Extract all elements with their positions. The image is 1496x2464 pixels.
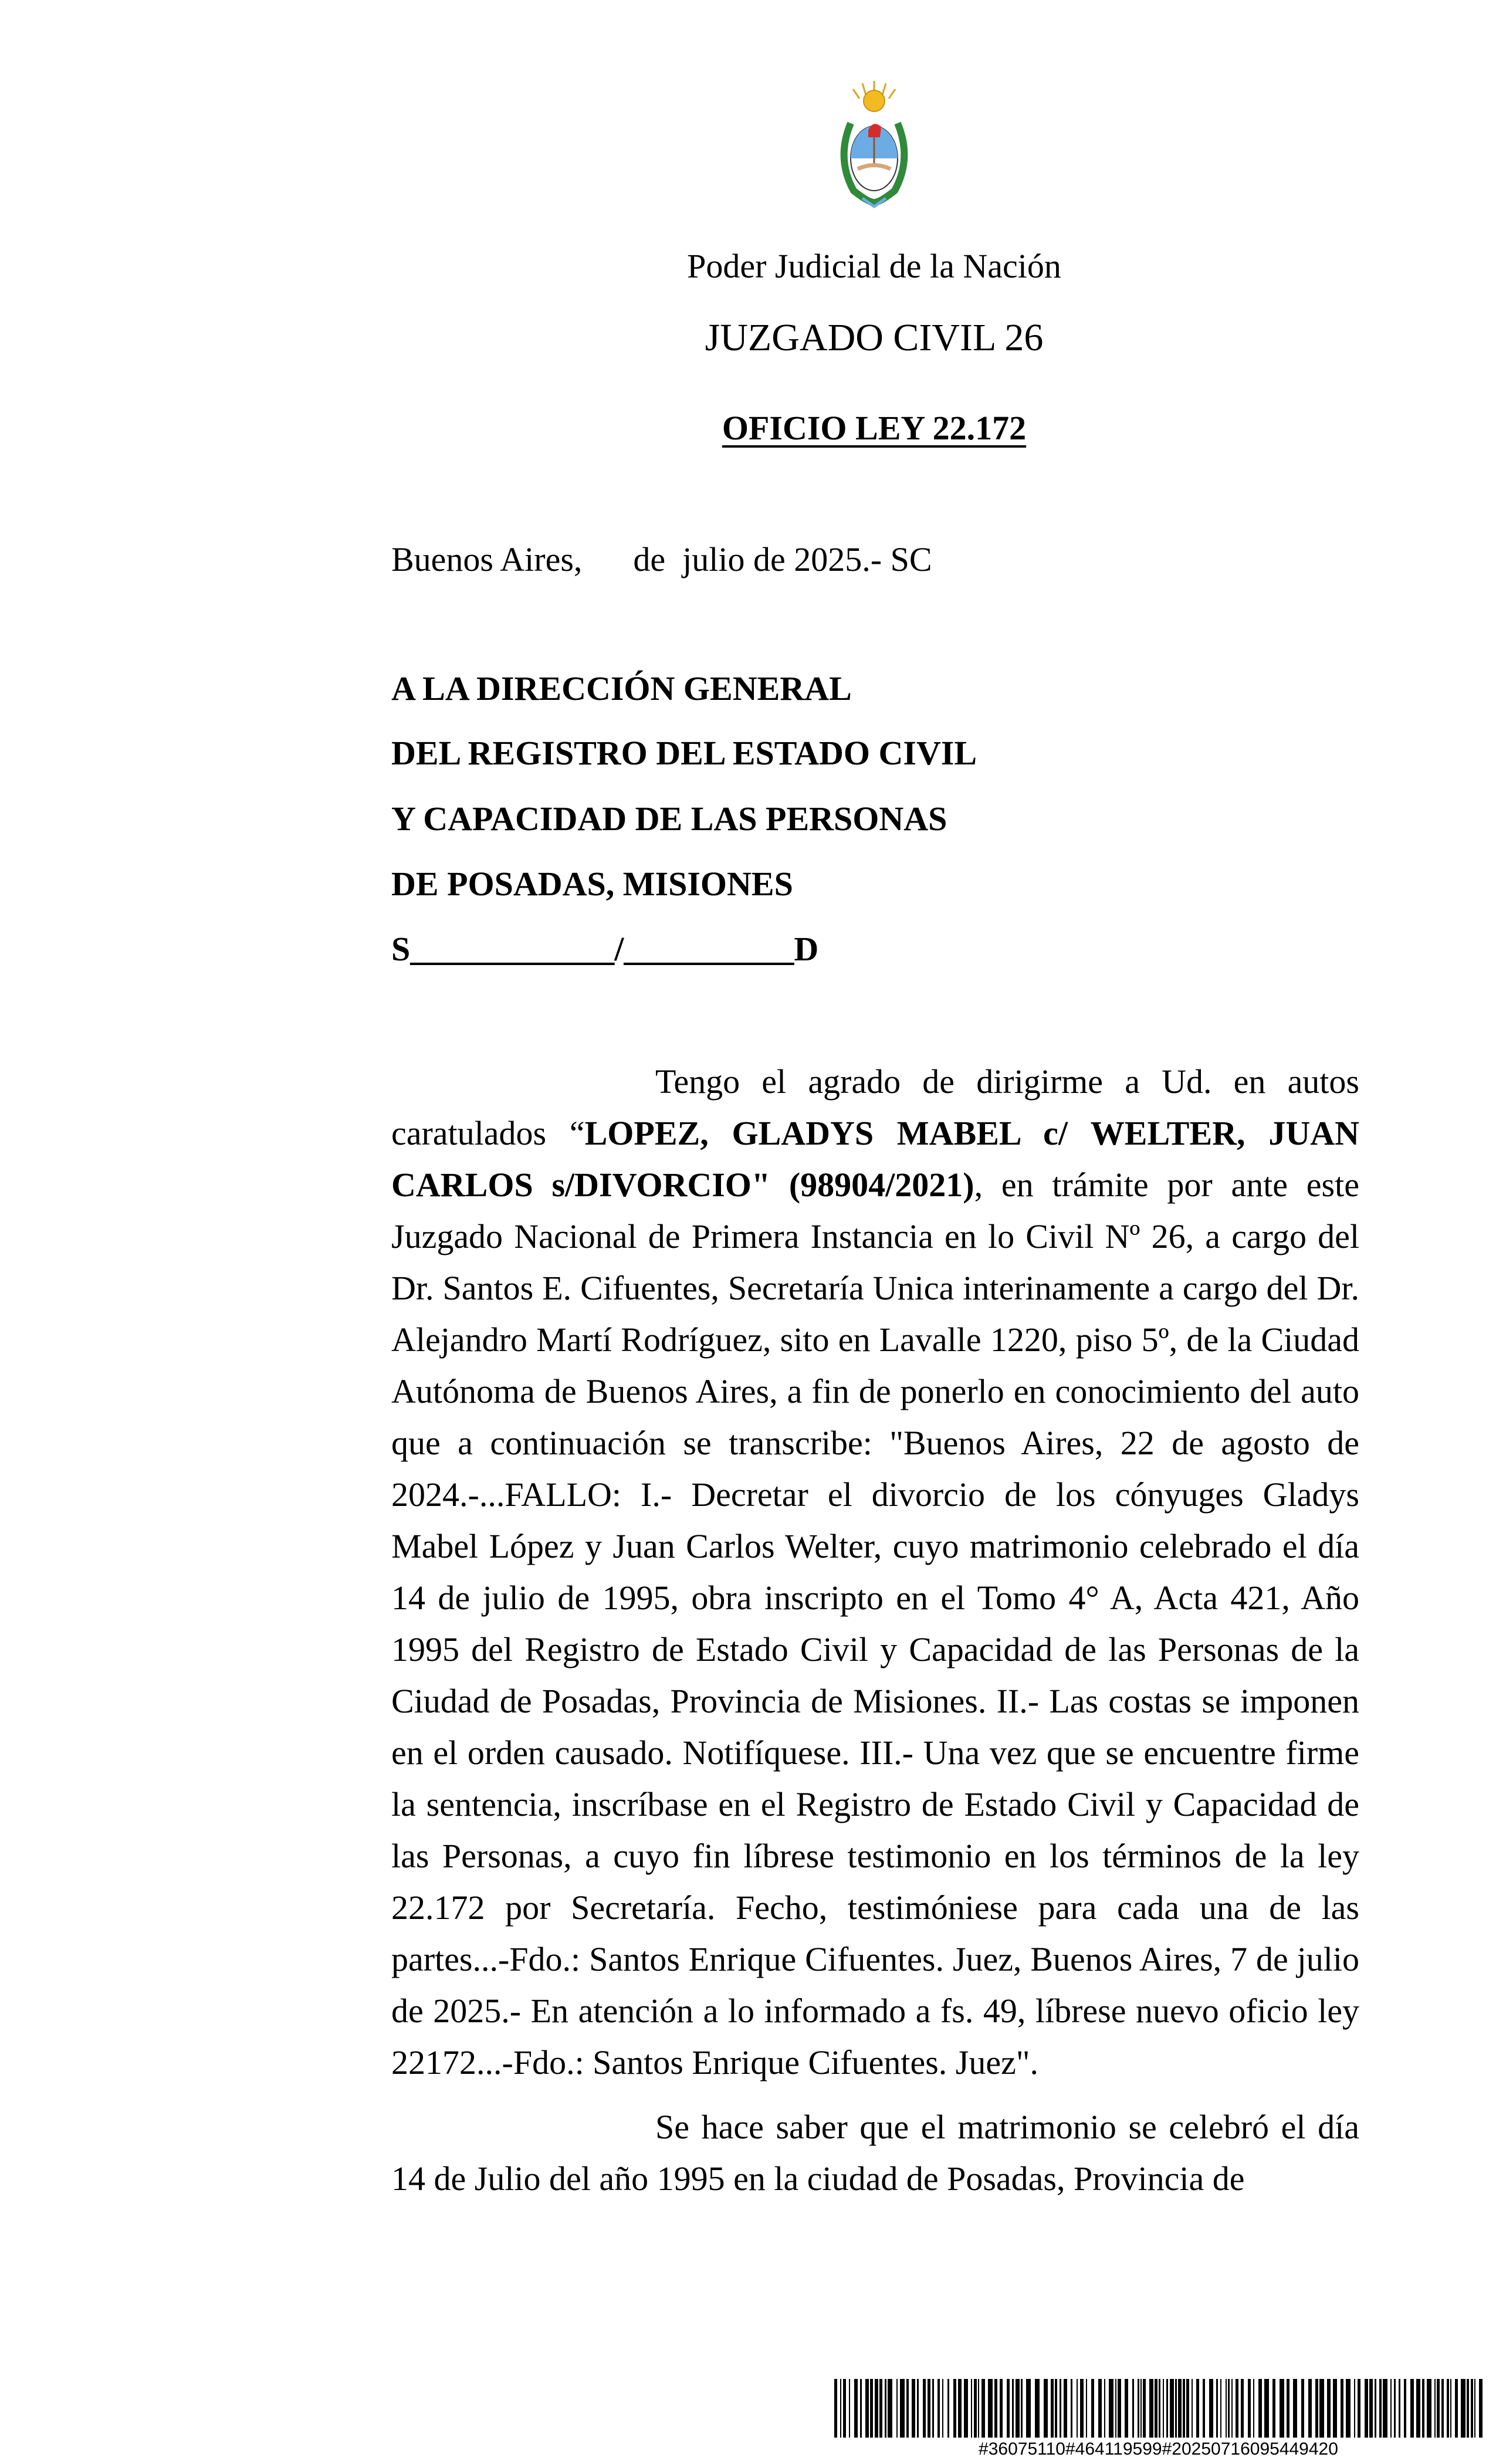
paragraph-1-intro: Tengo el agrado de dirigirme a Ud. en autos caratulados “	[391, 1062, 1359, 1152]
argentina-coat-of-arms-icon	[827, 76, 921, 211]
case-caption: LOPEZ, GLADYS MABEL c/ WELTER, JUAN CARLOS s/DIVORCIO" (98904/2021)	[391, 1114, 1359, 1204]
barcode-icon	[834, 2379, 1483, 2438]
dateline: Buenos Aires, de julio de 2025.- SC	[391, 540, 932, 578]
addressee-line-3: Y CAPACIDAD DE LAS PERSONAS	[391, 800, 947, 838]
barcode-text: #36075110#464119599#20250716095449420	[979, 2439, 1338, 2459]
paragraph-2: Se hace saber que el matrimonio se celebró el día 14 de Julio del año 1995 en la ciudad de Posadas, Provincia de	[391, 2108, 1359, 2198]
paragraph-1-text: , en trámite por ante este Juzgado Nacional de Primera Instancia en lo Civil Nº 26, a cargo del Dr. Santos E. Cifuentes, Secretaría Unica interinamente a cargo del Dr. Alejandro Martí Rodríguez, sito en Lavalle 1220, piso 5º, de la Ciudad Autónoma de Buenos Aires, a fin de ponerlo en conocimiento del auto que a continuación se transcribe: "Buenos Aires, 22 de agosto de 2024.-...FALLO: I.- Decretar el divorcio de los cónyuges Gladys Mabel López y Juan Carlos Welter, cuyo matrimonio celebrado el día 14 de julio de 1995, obra inscripto en el Tomo 4° A, Acta 421, Año 1995 del Registro de Estado Civil y Capacidad de las Personas de la Ciudad de Posadas, Provincia de Misiones. II.- Las costas se imponen en el orden causado. Notifíquese. III.- Una vez que se encuentre firme la sentencia, inscríbase en el Registro de Estado Civil y Capacidad de las Personas, a cuyo fin líbrese testimonio en los términos de la ley 22.172 por Secretaría. Fecho, testimóniese para cada una de las partes...-Fdo.: Santos Enrique Cifuentes. Juez, Buenos Aires, 7 de julio de 2025.- En atención a lo informado a fs. 49, líbrese nuevo oficio ley 22172...-Fdo.: Santos Enrique Cifuentes. Juez".	[391, 1166, 1359, 2081]
addressee-line-1: A LA DIRECCIÓN GENERAL	[391, 669, 852, 708]
court-name: JUZGADO CIVIL 26	[705, 316, 1044, 359]
court-authority: Poder Judicial de la Nación	[687, 247, 1061, 285]
addressee-line-2: DEL REGISTRO DEL ESTADO CIVIL	[391, 734, 977, 772]
document-type-title: OFICIO LEY 22.172	[722, 409, 1027, 447]
sd-line: S____________/__________D	[391, 930, 819, 968]
paragraph-1	[391, 1056, 1359, 2089]
addressee-line-4: DE POSADAS, MISIONES	[391, 865, 793, 903]
document-body	[391, 1056, 1359, 2218]
